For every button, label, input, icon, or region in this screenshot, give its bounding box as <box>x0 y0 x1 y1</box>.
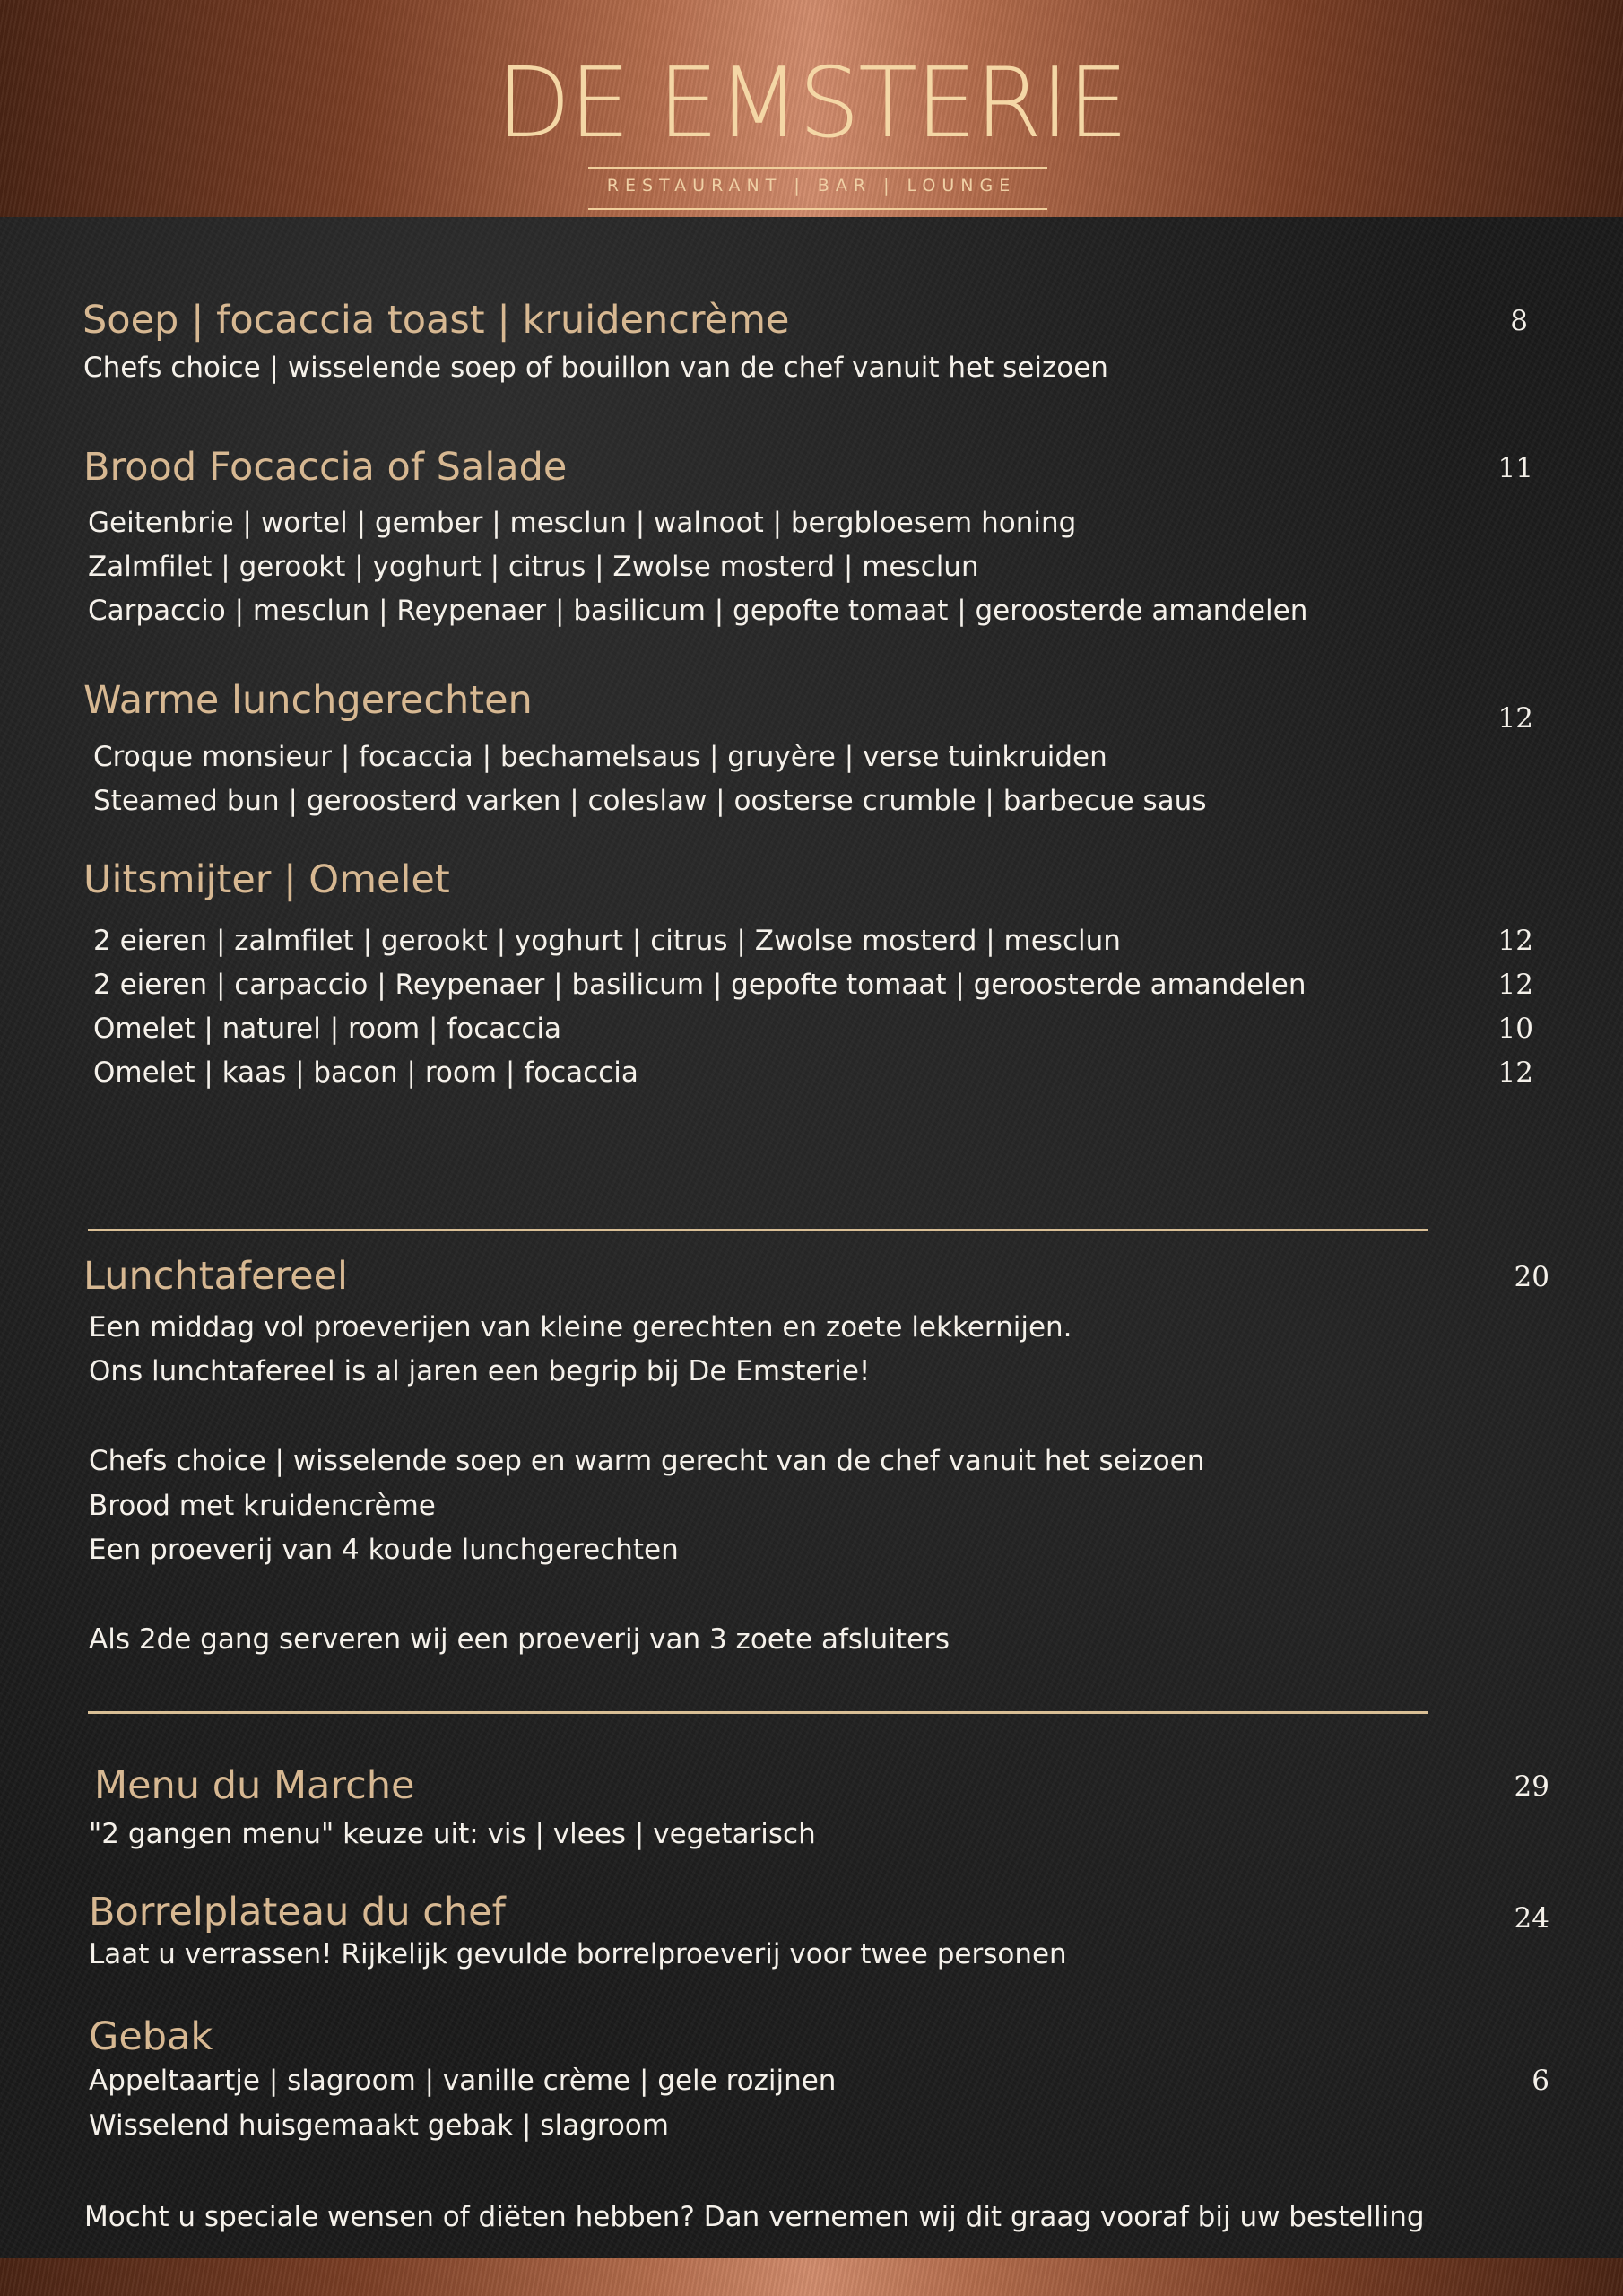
logo-divider-bottom <box>588 208 1047 210</box>
section-title-brood: Brood Focaccia of Salade <box>83 445 568 490</box>
divider-rule-top <box>88 1229 1428 1231</box>
logo-subtitle: RESTAURANT | BAR | LOUNGE <box>606 176 1017 196</box>
menu-item-price: 12 <box>1497 969 1533 1001</box>
menu-line: "2 gangen menu" keuze uit: vis | vlees | vegetarisch <box>89 1818 816 1850</box>
dietary-note: Mocht u speciale wensen of diëten hebben? Dan vernemen wij dit graag vooraf bij uw bestelling <box>84 2201 1425 2233</box>
section-title-uitsmijter: Uitsmijter | Omelet <box>83 857 450 902</box>
price-brood: 11 <box>1497 452 1533 484</box>
menu-item-price: 12 <box>1497 1057 1533 1089</box>
section-title-soep: Soep | focaccia toast | kruidencrème <box>82 298 790 343</box>
section-title-lunchtafereel: Lunchtafereel <box>83 1254 348 1299</box>
menu-line: Chefs choice | wisselende soep of bouillon van de chef vanuit het seizoen <box>83 352 1108 384</box>
menu-line: Wisselend huisgemaakt gebak | slagroom <box>89 2109 669 2142</box>
menu-line: Croque monsieur | focaccia | bechamelsaus | gruyère | verse tuinkruiden <box>93 741 1107 773</box>
menu-line: Steamed bun | geroosterd varken | coleslaw | oosterse crumble | barbecue saus <box>93 785 1207 817</box>
menu-item-text: Omelet | kaas | bacon | room | focaccia <box>93 1057 638 1089</box>
menu-line: Appeltaartje | slagroom | vanille crème | gele rozijnen <box>89 2065 837 2097</box>
divider-rule-bottom <box>88 1711 1428 1714</box>
section-title-warme-lunch: Warme lunchgerechten <box>83 678 533 723</box>
header-banner <box>0 0 1623 217</box>
menu-line: Chefs choice | wisselende soep en warm gerecht van de chef vanuit het seizoen <box>89 1445 1205 1477</box>
section-title-menu-du-marche: Menu du Marche <box>94 1763 415 1808</box>
menu-item-text: 2 eieren | carpaccio | Reypenaer | basilicum | gepofte tomaat | geroosterde amandelen <box>93 969 1306 1001</box>
menu-line: Zalmfilet | gerookt | yoghurt | citrus | Zwolse mosterd | mesclun <box>88 551 979 583</box>
logo: DE EMSTERIE <box>496 48 1127 160</box>
menu-line: Laat u verrassen! Rijkelijk gevulde borrelproeverij voor twee personen <box>89 1938 1067 1970</box>
price-warme-lunch: 12 <box>1497 702 1533 735</box>
menu-line: Een middag vol proeverijen van kleine gerechten en zoete lekkernijen. <box>89 1311 1072 1344</box>
price-menu-du-marche: 29 <box>1514 1770 1549 1803</box>
footer-banner <box>0 2258 1623 2296</box>
price-soep: 8 <box>1510 305 1528 337</box>
menu-line: Als 2de gang serveren wij een proeverij van 3 zoete afsluiters <box>89 1623 950 1656</box>
price-lunchtafereel: 20 <box>1514 1261 1549 1293</box>
section-title-gebak: Gebak <box>89 2014 213 2059</box>
menu-line: Brood met kruidencrème <box>89 1490 436 1522</box>
price-gebak: 6 <box>1532 2065 1549 2097</box>
menu-item-text: Omelet | naturel | room | focaccia <box>93 1013 561 1045</box>
menu-item-text: 2 eieren | zalmfilet | gerookt | yoghurt | citrus | Zwolse mosterd | mesclun <box>93 925 1121 957</box>
menu-item-price: 10 <box>1497 1013 1533 1045</box>
menu-line: Geitenbrie | wortel | gember | mesclun | walnoot | bergbloesem honing <box>88 507 1077 539</box>
logo-divider-top <box>588 167 1047 169</box>
menu-line: Een proeverij van 4 koude lunchgerechten <box>89 1534 679 1566</box>
menu-line: Carpaccio | mesclun | Reypenaer | basilicum | gepofte tomaat | geroosterde amandelen <box>88 595 1308 627</box>
price-borrelplateau: 24 <box>1514 1902 1549 1935</box>
section-title-borrelplateau: Borrelplateau du chef <box>89 1890 506 1935</box>
menu-line: Ons lunchtafereel is al jaren een begrip bij De Emsterie! <box>89 1355 871 1387</box>
menu-item-price: 12 <box>1497 925 1533 957</box>
